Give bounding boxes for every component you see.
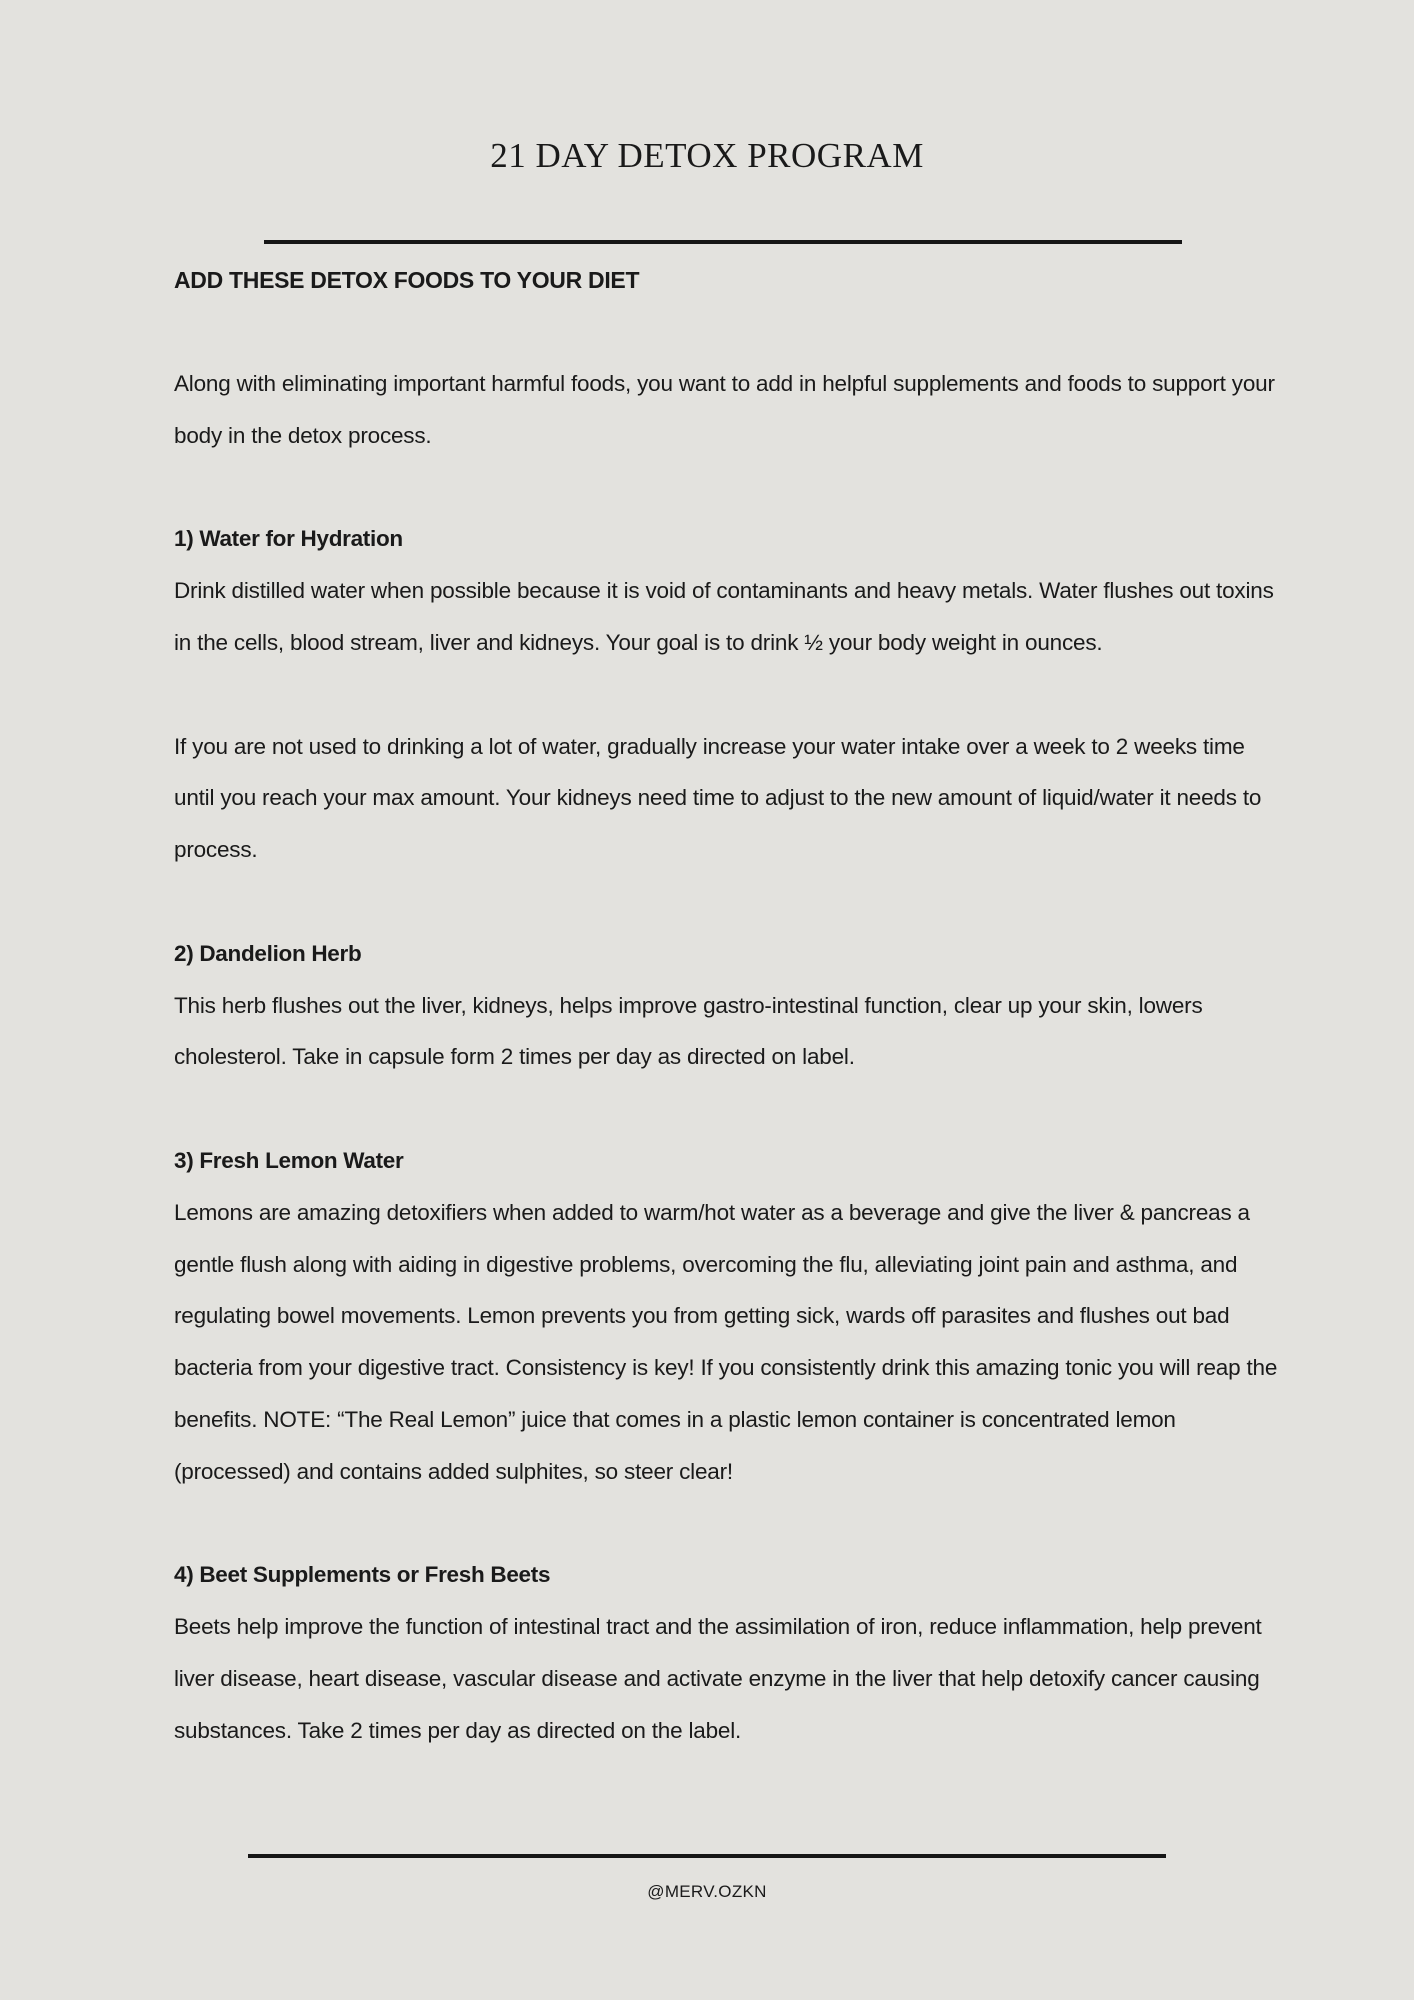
item-paragraph: Lemons are amazing detoxifiers when added to warm/hot water as a beverage and give the liver & pancreas a gentle flush along with aiding in digestive problems, overcoming the flu, alleviating joint pain and asthma, and regulating bowel movements. Lemon prevents you from getting sick, wards off parasites and flushes out bad bacteria from your digestive tract. Consistency is key! If you consistently drink this amazing tonic you will reap the benefits. NOTE: “The Real Lemon” juice that comes in a plastic lemon container is concentrated lemon (processed) and contains added sulphites, so steer clear! (174, 1199, 1278, 1484)
item-paragraph: Beets help improve the function of intestinal tract and the assimilation of iron, reduce inflammation, help prevent liver disease, heart disease, vascular disease and activate enzyme in the liver that help detoxify cancer causing substances. Take 2 times per day as directed on the label. (174, 1614, 1262, 1743)
section-heading: ADD THESE DETOX FOODS TO YOUR DIET (174, 267, 640, 293)
bottom-divider (248, 1854, 1166, 1858)
item-water (174, 513, 1284, 876)
item-title: 2) Dandelion Herb (174, 940, 362, 966)
document-body (174, 254, 1284, 1757)
intro-paragraph: Along with eliminating important harmful foods, you want to add in helpful supplements and foods to support your body in the detox process. (174, 371, 1275, 448)
item-dandelion (174, 928, 1284, 1083)
item-title: 4) Beet Supplements or Fresh Beets (174, 1562, 551, 1588)
item-paragraph: Drink distilled water when possible because it is void of contaminants and heavy metals. Water flushes out toxins in the cells, blood stream, liver and kidneys. Your goal is to drink ½ your body weight in ounces. (174, 578, 1274, 655)
item-lemon (174, 1135, 1284, 1498)
item-title: 3) Fresh Lemon Water (174, 1147, 404, 1173)
item-paragraph: This herb flushes out the liver, kidneys, helps improve gastro-intestinal function, clear up your skin, lowers cholesterol. Take in capsule form 2 times per day as directed on label. (174, 992, 1203, 1070)
item-title: 1) Water for Hydration (174, 526, 403, 552)
footer-handle: @MERV.OZKN (647, 1882, 767, 1901)
item-paragraph: If you are not used to drinking a lot of water, gradually increase your water intake over a week to 2 weeks time until you reach your max amount. Your kidneys need time to adjust to the new amount of liquid/water it needs to process. (174, 733, 1262, 863)
top-divider (264, 240, 1182, 244)
item-beets (174, 1549, 1284, 1756)
page-title: 21 DAY DETOX PROGRAM (490, 136, 924, 175)
